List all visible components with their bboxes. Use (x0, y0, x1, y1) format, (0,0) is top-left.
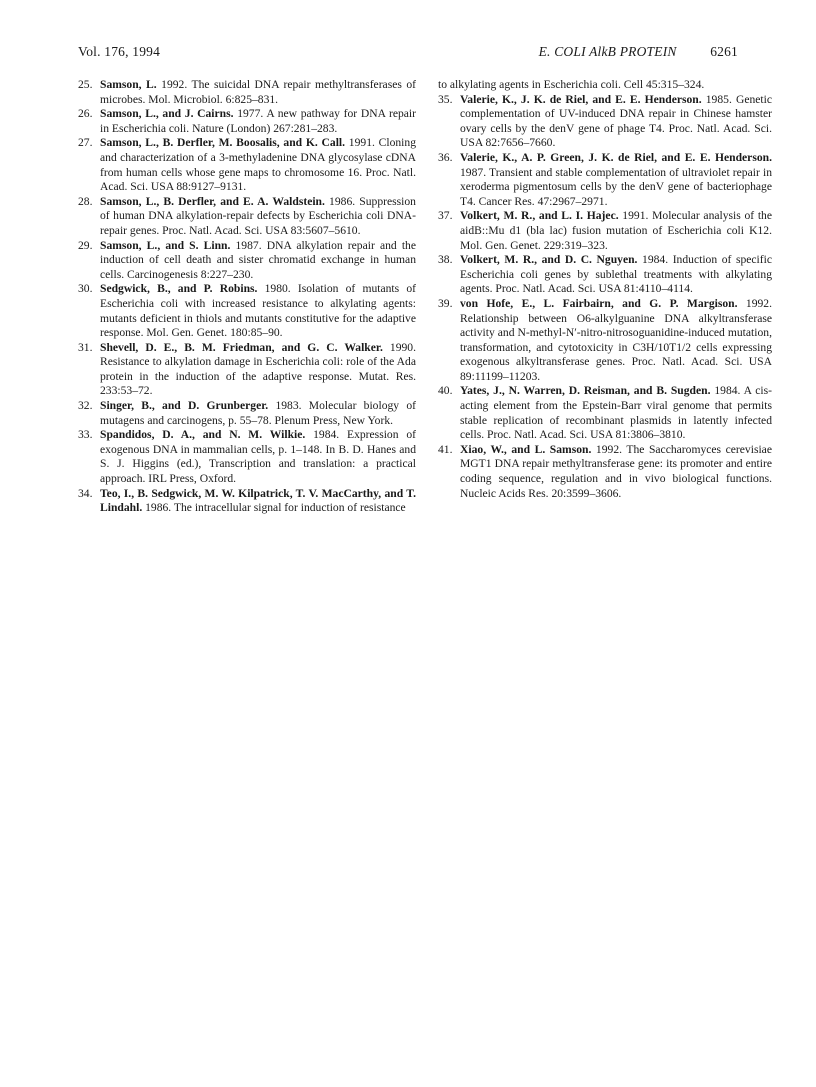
reference-number: 28. (78, 194, 93, 208)
reference-number: 26. (78, 107, 93, 121)
reference-authors: Valerie, K., A. P. Green, J. K. de Riel, and E. E. Henderson. (460, 150, 772, 164)
reference-text: 1977. A new pathway for DNA repair in Escherichia coli. Nature (London) 267:281–283. (100, 107, 417, 135)
reference-item (438, 297, 772, 385)
reference-text: 1984. Induction of specific Escherichia coli genes by sublethal treatments with alkylating agents. Proc. Natl. Acad. Sci. USA 81:4110–4114. (460, 253, 772, 296)
references-left-column (78, 78, 416, 516)
reference-number: 27. (78, 136, 93, 150)
reference-item (78, 282, 416, 340)
reference-authors: Volkert, M. R., and D. C. Nguyen. (460, 253, 638, 267)
reference-authors: von Hofe, E., L. Fairbairn, and G. P. Margison. (460, 296, 738, 310)
reference-item (78, 428, 416, 486)
reference-authors: Volkert, M. R., and L. I. Hajec. (460, 209, 619, 223)
reference-item (78, 487, 416, 516)
reference-item (438, 209, 772, 253)
reference-number: 34. (78, 486, 93, 500)
reference-item (78, 195, 416, 239)
reference-number: 36. (438, 150, 453, 164)
reference-authors: Shevell, D. E., B. M. Friedman, and G. C. Walker. (100, 340, 383, 354)
reference-item (78, 239, 416, 283)
reference-text: 1983. Molecular biology of mutagens and carcinogens, p. 55–78. Plenum Press, New York. (100, 399, 416, 427)
reference-continuation: to alkylating agents in Escherichia coli. Cell 45:315–324. (438, 78, 705, 91)
reference-number: 38. (438, 253, 453, 267)
reference-item (78, 399, 416, 428)
reference-text: 1991. Molecular analysis of the aidB::Mu d1 (bla lac) fusion mutation of Escherichia coli K12. Mol. Gen. Genet. 229:319–323. (460, 209, 772, 252)
reference-authors: Sedgwick, B., and P. Robins. (100, 282, 258, 296)
reference-number: 29. (78, 238, 93, 252)
reference-authors: Samson, L. (100, 78, 157, 91)
reference-text: 1985. Genetic complementation of UV-induced DNA repair in Chinese hamster ovary cells by the denV gene of phage T4. Proc. Natl. Acad. Sci. USA 82:7656–7660. (460, 92, 772, 150)
header-right (539, 44, 738, 60)
reference-text: 1986. Suppression of human DNA alkylation-repair defects by Escherichia coli DNA-repair genes. Proc. Natl. Acad. Sci. USA 83:5607–5610. (100, 194, 416, 237)
reference-authors: Xiao, W., and L. Samson. (460, 442, 592, 456)
reference-number: 32. (78, 399, 93, 413)
page-number: 6261 (710, 44, 738, 59)
reference-text: 1984. A cis-acting element from the Epstein-Barr viral genome that permits stable replication of recombinant plasmids in latently infected cells. Proc. Natl. Acad. Sci. USA 81:3806–3810. (460, 384, 772, 442)
reference-item (438, 384, 772, 442)
reference-number: 31. (78, 340, 93, 354)
reference-authors: Samson, L., and J. Cairns. (100, 107, 234, 121)
reference-number: 30. (78, 282, 93, 296)
reference-authors: Singer, B., and D. Grunberger. (100, 399, 269, 413)
reference-authors: Samson, L., B. Derfler, M. Boosalis, and K. Call. (100, 136, 346, 150)
reference-text: 1987. DNA alkylation repair and the induction of cell death and sister chromatid exchange in human cells. Carcinogenesis 8:227–230. (100, 238, 416, 281)
reference-item (78, 107, 416, 136)
reference-number: 25. (78, 78, 93, 91)
reference-text: 1980. Isolation of mutants of Escherichia coli with increased resistance to alkylating agents: mutants deficient in thiols and mutants constitutive for the adaptive response. Mol. Gen. Genet. 180:85–90. (100, 282, 416, 340)
page-header (78, 44, 738, 66)
reference-authors: Yates, J., N. Warren, D. Reisman, and B. Sugden. (460, 384, 711, 398)
reference-item (438, 443, 772, 501)
references-right-list (438, 93, 772, 502)
reference-authors: Teo, I., B. Sedgwick, M. W. Kilpatrick, T. V. MacCarthy, and T. Lindahl. (100, 486, 416, 515)
running-title: E. COLI AlkB PROTEIN (538, 44, 677, 59)
reference-text: 1992. The Saccharomyces cerevisiae MGT1 DNA repair methyltransferase gene: its promoter and entire coding sequence, regulation and in vivo biological functions. Nucleic Acids Res. 20:3599–3606. (460, 442, 772, 500)
reference-text: 1987. Transient and stable complementation of ultraviolet repair in xeroderma pigmentosum cells by the denV gene of bacteriophage T4. Cancer Res. 47:2967–2971. (460, 165, 772, 208)
reference-number: 41. (438, 442, 453, 456)
reference-text: 1991. Cloning and characterization of a 3-methyladenine DNA glycosylase cDNA from human cells whose gene maps to chromosome 16. Proc. Natl. Acad. Sci. USA 88:9127–9131. (100, 136, 416, 194)
reference-text: 1992. Relationship between O6-alkylguanine DNA alkyltransferase activity and N-methyl-N′-nitro-nitrosoguanidine-induced mutation, transformation, and cytotoxicity in C3H/10T1/2 cells expressing exogenous alkyltransferase genes. Proc. Natl. Acad. Sci. USA 89:11199–11203. (460, 296, 772, 383)
reference-item (438, 93, 772, 151)
reference-text: 1986. The intracellular signal for induction of resistance (142, 501, 406, 515)
reference-authors: Spandidos, D. A., and N. M. Wilkie. (100, 428, 306, 442)
reference-authors: Valerie, K., J. K. de Riel, and E. E. Henderson. (460, 92, 702, 106)
reference-number: 35. (438, 92, 453, 106)
reference-authors: Samson, L., B. Derfler, and E. A. Waldstein. (100, 194, 325, 208)
reference-authors: Samson, L., and S. Linn. (100, 238, 231, 252)
reference-item (78, 136, 416, 194)
reference-number: 39. (438, 296, 453, 310)
journal-volume: Vol. 176, 1994 (78, 44, 161, 59)
reference-number: 37. (438, 209, 453, 223)
reference-item (438, 151, 772, 209)
references-right-column (438, 78, 772, 501)
reference-text: 1984. Expression of exogenous DNA in mammalian cells, p. 1–148. In B. D. Hanes and S. J. Higgins (ed.), Transcription and translation: a practical approach. IRL Press, Oxford. (100, 428, 416, 486)
reference-number: 40. (438, 384, 453, 398)
reference-item (78, 78, 416, 107)
reference-text: 1990. Resistance to alkylation damage in Escherichia coli: role of the Ada protein in the induction of the adaptive response. Mutat. Res. 233:53–72. (100, 340, 417, 398)
reference-item (78, 341, 416, 399)
reference-number: 33. (78, 428, 93, 442)
reference-item (438, 253, 772, 297)
reference-text: 1992. The suicidal DNA repair methyltransferases of microbes. Mol. Microbiol. 6:825–831. (100, 78, 417, 106)
